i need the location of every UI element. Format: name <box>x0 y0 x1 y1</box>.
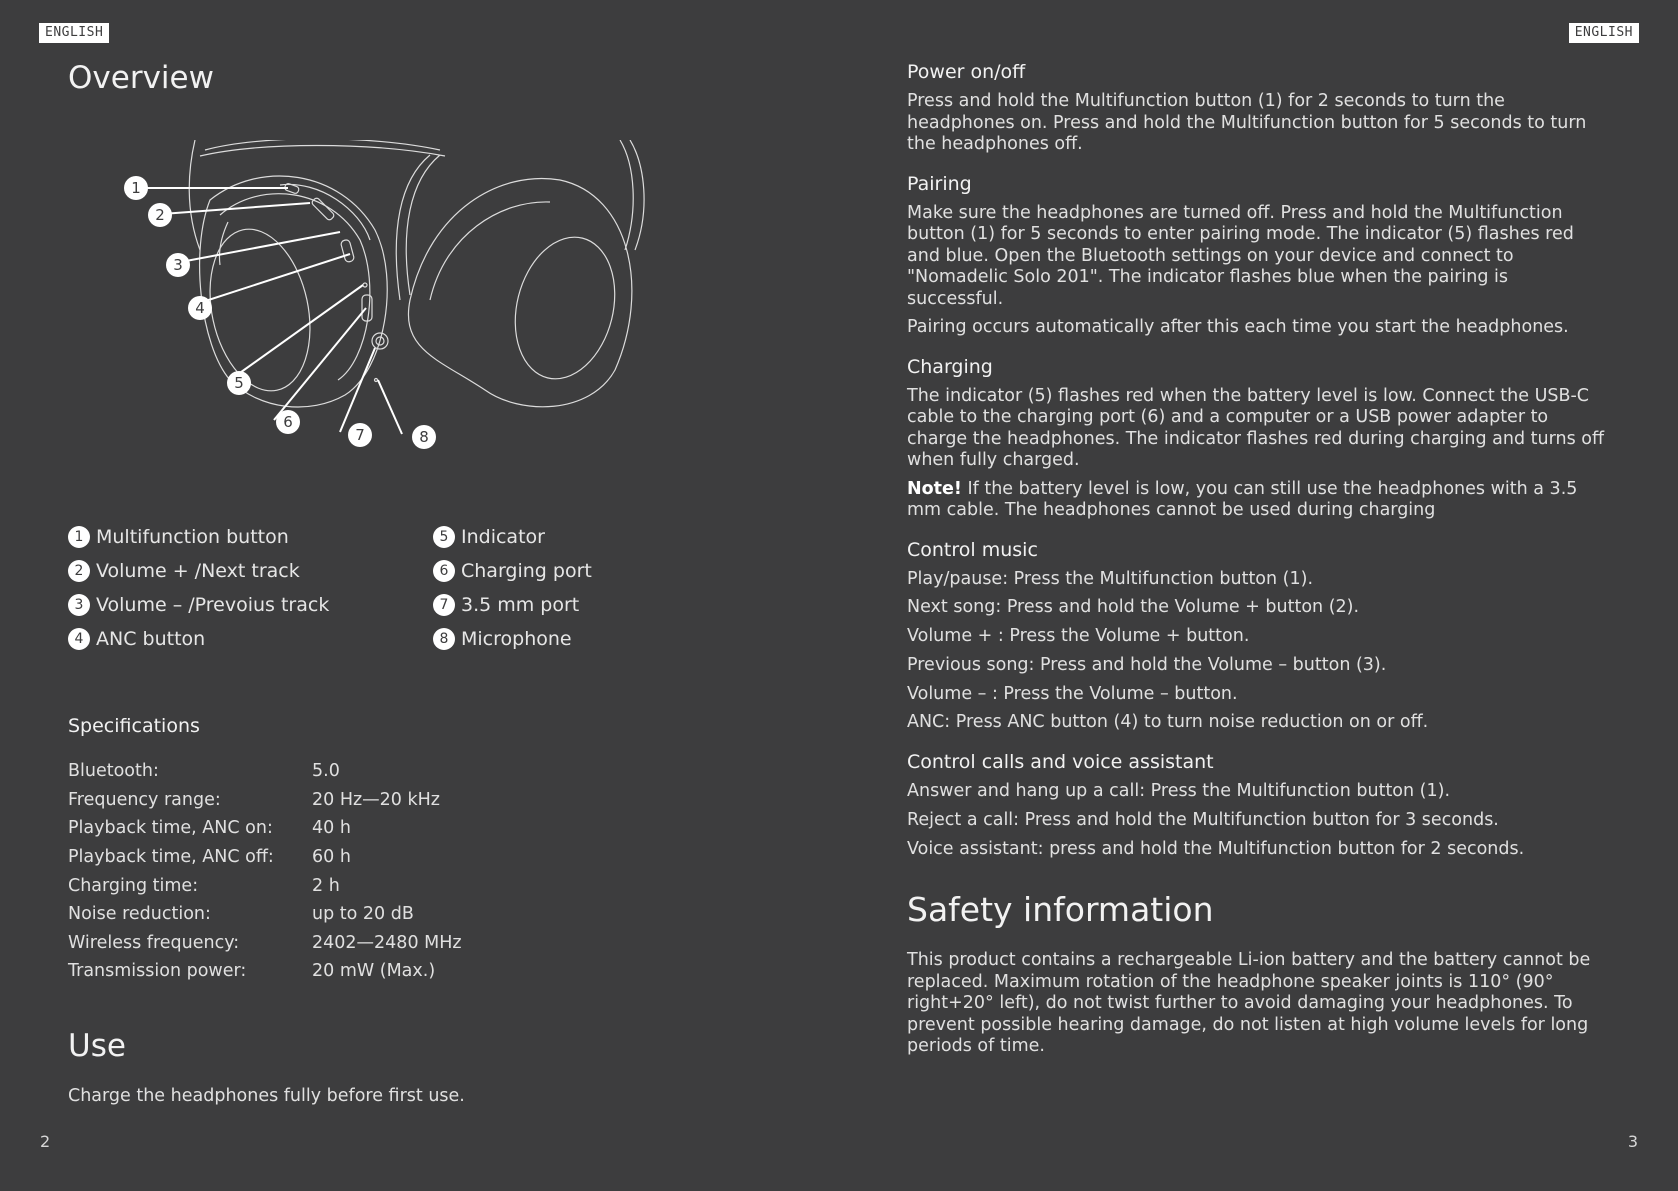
svg-text:5: 5 <box>234 374 244 392</box>
legend-label: Microphone <box>461 628 572 650</box>
page-number: 3 <box>1627 1132 1638 1151</box>
spec-key: Playback time, ANC off: <box>68 847 274 868</box>
charging-heading: Charging <box>907 355 993 378</box>
power-section <box>907 60 1607 156</box>
legend-number: 4 <box>68 628 90 650</box>
legend-number: 6 <box>433 560 455 582</box>
specifications-table <box>68 757 462 986</box>
spec-key: Playback time, ANC on: <box>68 818 273 839</box>
language-badge: ENGLISH <box>1569 23 1639 43</box>
legend-number: 5 <box>433 526 455 548</box>
calls-instruction: Answer and hang up a call: Press the Multifunction button (1). <box>907 780 1451 801</box>
pairing-text: Make sure the headphones are turned off. Press and hold the Multifunction button (1) for 5 seconds to enter pairing mode. The indicator (5) flashes red and blue. Open the Bluetooth settings on your device and connect to "Nomadelic Solo 201". The indicator flashes blue when the pairing is successful. <box>907 202 1574 309</box>
svg-text:6: 6 <box>283 413 293 431</box>
safety-title: Safety information <box>907 890 1214 930</box>
overview-title: Overview <box>68 60 214 96</box>
pairing-auto-text: Pairing occurs automatically after this each time you start the headphones. <box>907 317 1569 337</box>
music-heading: Control music <box>907 538 1038 561</box>
spec-row <box>68 900 462 929</box>
legend-label: Volume – /Prevoius track <box>96 594 330 616</box>
power-text: Press and hold the Multifunction button (1) for 2 seconds to turn the headphones on. Press and hold the Multifunction button for 5 seconds to turn the headphones off. <box>907 91 1587 154</box>
spec-row <box>68 786 462 815</box>
calls-instruction: Voice assistant: press and hold the Multifunction button for 2 seconds. <box>907 838 1525 859</box>
charging-note <box>907 479 1607 522</box>
legend-label: Multifunction button <box>96 526 289 548</box>
calls-instruction: Reject a call: Press and hold the Multifunction button for 3 seconds. <box>907 809 1499 830</box>
svg-text:2: 2 <box>155 206 165 224</box>
legend-item <box>68 520 329 554</box>
spec-key: Frequency range: <box>68 789 221 810</box>
callout-line-8 <box>378 380 402 434</box>
pairing-heading: Pairing <box>907 172 972 195</box>
headphones-illustration <box>110 140 710 495</box>
legend-label: ANC button <box>96 628 206 650</box>
legend-number: 8 <box>433 628 455 650</box>
spec-row <box>68 929 462 958</box>
page-number: 2 <box>40 1132 51 1151</box>
spec-value: 60 h <box>312 847 351 868</box>
callout-7 <box>348 423 372 447</box>
legend-column-right <box>433 520 592 656</box>
spec-key: Noise reduction: <box>68 904 211 925</box>
svg-text:8: 8 <box>419 428 429 446</box>
legend-number: 2 <box>68 560 90 582</box>
legend-label: Volume + /Next track <box>96 560 300 582</box>
callout-4 <box>188 296 212 320</box>
spec-key: Charging time: <box>68 875 199 896</box>
callout-1 <box>124 176 148 200</box>
music-instruction: Next song: Press and hold the Volume + button (2). <box>907 597 1360 618</box>
legend-column-left <box>68 520 329 656</box>
charging-text: The indicator (5) flashes red when the battery level is low. Connect the USB-C cable to the charging port (6) and a computer or a USB power adapter to charge the headphones. The indicator flashes red during charging and turns off when fully charged. <box>907 385 1605 470</box>
music-instruction: Volume + : Press the Volume + button. <box>907 626 1250 647</box>
spec-value: 20 Hz—20 kHz <box>312 789 440 810</box>
legend-number: 1 <box>68 526 90 548</box>
legend-item <box>433 554 592 588</box>
callout-2 <box>148 203 172 227</box>
legend-item <box>433 520 592 554</box>
use-text: Charge the headphones fully before first use. <box>68 1086 465 1106</box>
spec-row <box>68 814 462 843</box>
music-section <box>907 538 1607 734</box>
music-instruction: Play/pause: Press the Multifunction button (1). <box>907 568 1314 589</box>
music-instruction: Volume – : Press the Volume – button. <box>907 683 1238 704</box>
spec-key: Transmission power: <box>68 961 247 982</box>
calls-section <box>907 750 1607 860</box>
svg-text:4: 4 <box>195 299 205 317</box>
spec-value: 5.0 <box>312 761 340 782</box>
note-text: If the battery level is low, you can still use the headphones with a 3.5 mm cable. The headphones cannot be used during charging <box>907 478 1578 520</box>
music-instruction: Previous song: Press and hold the Volume – button (3). <box>907 654 1387 675</box>
spec-key: Wireless frequency: <box>68 932 240 953</box>
specifications-heading: Specifications <box>68 715 200 737</box>
instructions-column <box>907 60 1607 1065</box>
spec-row <box>68 871 462 900</box>
callout-5 <box>227 371 251 395</box>
spec-value: 2402—2480 MHz <box>312 932 462 953</box>
note-label: Note! <box>907 478 962 499</box>
legend-number: 7 <box>433 594 455 616</box>
spec-row <box>68 757 462 786</box>
callout-8 <box>412 425 436 449</box>
spec-value: 40 h <box>312 818 351 839</box>
svg-text:1: 1 <box>131 179 141 197</box>
callout-6 <box>276 410 300 434</box>
headphones-diagram <box>110 140 710 495</box>
callout-3 <box>166 253 190 277</box>
spec-value: 2 h <box>312 875 340 896</box>
right-page <box>839 0 1678 1191</box>
charging-section <box>907 355 1607 522</box>
legend-item <box>68 622 329 656</box>
legend-item <box>433 622 592 656</box>
legend-item <box>68 588 329 622</box>
safety-text: This product contains a rechargeable Li-ion battery and the battery cannot be replaced. Maximum rotation of the headphone speaker joints is 110° (90° right+20° left), do not twist further to avoid damaging your headphones. To prevent possible hearing damage, do not listen at high volume levels for long periods of time. <box>907 950 1591 1057</box>
pairing-section <box>907 172 1607 339</box>
legend-label: Charging port <box>461 560 592 582</box>
legend-label: Indicator <box>461 526 545 548</box>
legend-item <box>433 588 592 622</box>
spec-value: 20 mW (Max.) <box>312 961 436 982</box>
legend-item <box>68 554 329 588</box>
svg-text:7: 7 <box>355 426 365 444</box>
language-badge: ENGLISH <box>39 23 109 43</box>
callout-line-5 <box>230 285 363 380</box>
spec-row <box>68 843 462 872</box>
music-instruction: ANC: Press ANC button (4) to turn noise reduction on or off. <box>907 712 1429 733</box>
power-heading: Power on/off <box>907 61 1026 83</box>
svg-text:3: 3 <box>173 256 183 274</box>
legend-label: 3.5 mm port <box>461 594 580 616</box>
use-title: Use <box>68 1028 126 1064</box>
spec-row <box>68 957 462 986</box>
spec-value: up to 20 dB <box>312 904 414 925</box>
calls-heading: Control calls and voice assistant <box>907 750 1214 773</box>
callout-line-7 <box>340 348 375 432</box>
spec-key: Bluetooth: <box>68 761 159 782</box>
legend-number: 3 <box>68 594 90 616</box>
